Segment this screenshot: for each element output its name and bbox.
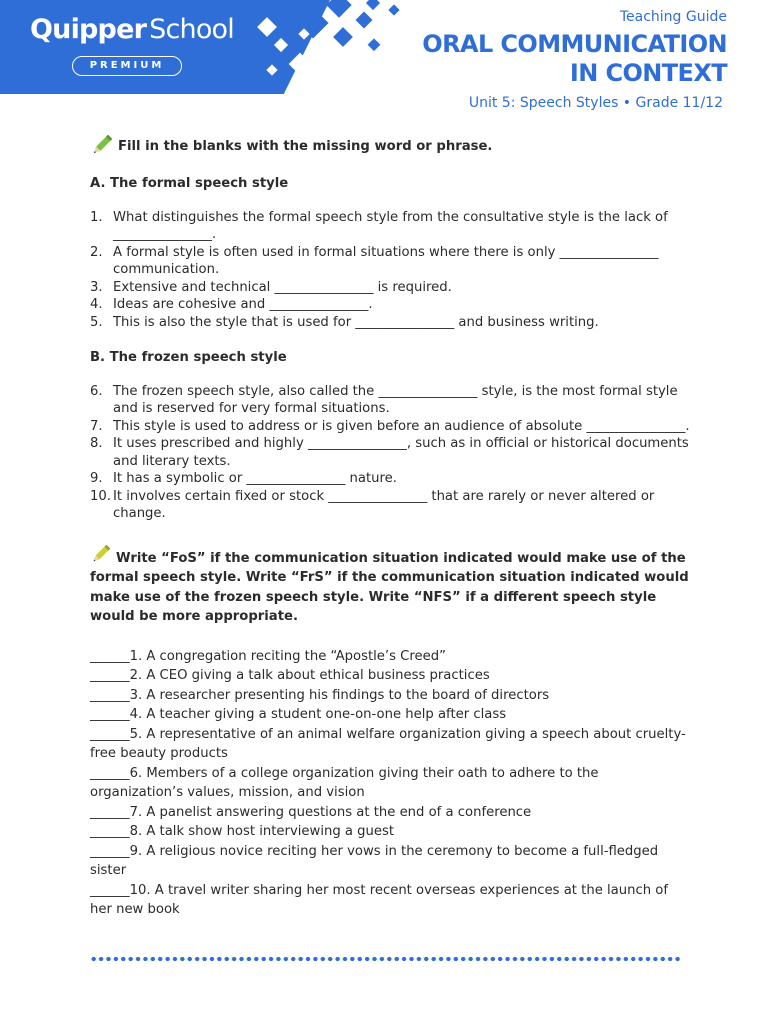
list-item: 2. A formal style is often used in formal situations where there is only _______________ communication. bbox=[90, 244, 659, 277]
quipper-school-logo: Quipper School bbox=[30, 14, 234, 45]
fill-in-instruction bbox=[90, 138, 690, 157]
list-item: ______1. A congregation reciting the “Apostle’s Creed” bbox=[90, 648, 446, 664]
section-b-list bbox=[90, 383, 690, 523]
list-item: 7. This style is used to address or is given before an audience of absolute _______________. bbox=[90, 418, 690, 434]
list-item: 5. This is also the style that is used for _______________ and business writing. bbox=[90, 314, 599, 330]
speech-style-instruction bbox=[90, 545, 690, 627]
list-item: ______5. A representative of an animal welfare organization giving a speech about cruelty-free beauty products bbox=[90, 726, 686, 761]
list-item: 4. Ideas are cohesive and _______________. bbox=[90, 297, 373, 312]
subject-title-line-1: ORAL COMMUNICATION bbox=[422, 30, 727, 58]
page-header bbox=[0, 0, 768, 94]
premium-badge: PREMIUM bbox=[72, 56, 182, 76]
speech-style-instruction-text: Write “FoS” if the communication situation indicated would make use of the formal speech style. Write “FrS” if the communication situation indicated would make use of the frozen speech style. Write “NFS” if a different speech style would be more appropriate. bbox=[90, 550, 689, 624]
dotted-divider bbox=[90, 956, 682, 962]
teaching-guide-label: Teaching Guide bbox=[619, 9, 727, 25]
list-item: 6. The frozen speech style, also called the _______________ style, is the most formal style and is reserved for very formal situations. bbox=[90, 383, 678, 416]
list-item: ______6. Members of a college organization giving their oath to adhere to the organization’s values, mission, and vision bbox=[90, 765, 599, 800]
list-item: 8. It uses prescribed and highly _______________, such as in official or historical documents and literary texts. bbox=[90, 436, 689, 469]
list-item: ______8. A talk show host interviewing a guest bbox=[90, 824, 395, 839]
fill-in-instruction-text: Fill in the blanks with the missing word or phrase. bbox=[118, 139, 493, 154]
subject-title bbox=[422, 30, 727, 88]
list-item: ______4. A teacher giving a student one-on-one help after class bbox=[90, 707, 507, 722]
unit-grade-subtitle: Unit 5: Speech Styles • Grade 11/12 bbox=[468, 95, 723, 111]
list-item: ______7. A panelist answering questions at the end of a conference bbox=[90, 804, 532, 820]
list-item: ______10. A travel writer sharing her most recent overseas experiences at the launch of her new book bbox=[90, 882, 668, 917]
list-item: ______2. A CEO giving a talk about ethical business practices bbox=[90, 668, 490, 683]
worksheet-content bbox=[90, 138, 690, 920]
list-item: 3. Extensive and technical _______________ is required. bbox=[90, 279, 452, 295]
decorative-diamond-pattern bbox=[240, 0, 440, 94]
section-a-list bbox=[90, 209, 690, 332]
list-item: ______9. A religious novice reciting her vows in the ceremony to become a full-fledged sister bbox=[90, 843, 659, 878]
subject-title-line-2: IN CONTEXT bbox=[569, 59, 727, 87]
list-item: 10. It involves certain fixed or stock _______________ that are rarely or never altered or change. bbox=[90, 488, 655, 521]
list-item: ______3. A researcher presenting his findings to the board of directors bbox=[90, 687, 550, 703]
situation-list bbox=[90, 647, 690, 920]
section-a-title: A. The formal speech style bbox=[90, 176, 289, 191]
pencil-icon bbox=[90, 545, 110, 565]
section-b-title: B. The frozen speech style bbox=[90, 350, 287, 365]
pencil-icon bbox=[90, 135, 112, 157]
list-item: 1. What distinguishes the formal speech style from the consultative style is the lack of _______________. bbox=[90, 209, 668, 242]
list-item: 9. It has a symbolic or _______________ nature. bbox=[90, 471, 397, 486]
